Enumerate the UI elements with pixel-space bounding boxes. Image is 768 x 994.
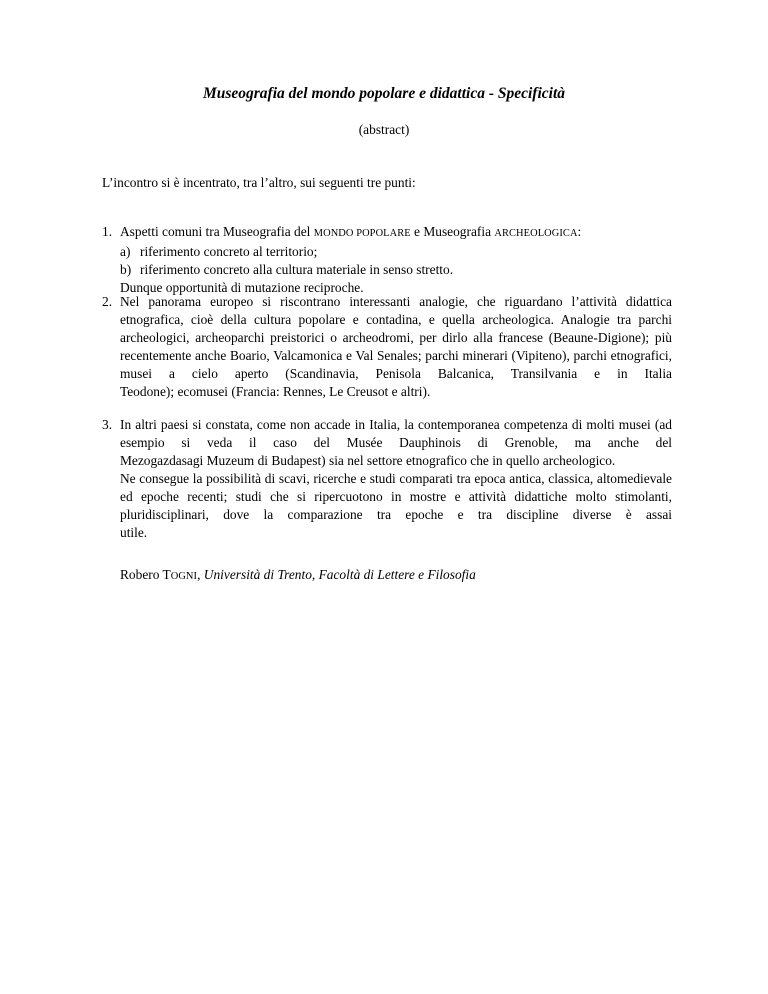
list-item-paragraph-end: utile. <box>120 525 148 540</box>
sub-item-label: b) <box>120 262 132 277</box>
list-item-paragraph <box>120 470 672 524</box>
list-item-body <box>120 416 672 542</box>
list-item-paragraph-end: Mezogazdasagi Muzeum di Budapest) sia nel settore etnografico che in quello archeologico. <box>120 453 616 468</box>
paragraph-text: Ne consegue la possibilità di scavi, ricerche e studi comparati tra epoca antica, classica, altomedievale ed epoche recenti; studi che si ripercuotono in mostre e attività didattiche molto stimolanti, pluridisciplinari, dove la comparazione tra epoche e tra discipline diverse è assai <box>120 471 672 522</box>
author-name: Robero T <box>120 567 171 582</box>
list-item-1 <box>102 223 672 297</box>
paragraph-text: Nel panorama europeo si riscontrano interessanti analogie, che riguardano l’attività didattica etnografica, cioè della cultura popolare e contadina, e quella archeologica. Analogie tra parchi archeologici, archeoparchi preistorici o archeodromi, per dirlo alla francese (Beaune-Digione); più recentemente anche Boario, Valcamonica e Val Senales; parchi minerari (Vipiteno), parchi etnografici, musei a cielo aperto (Scandinavia, Penisola Balcanica, Transilvania e in Italia <box>120 294 672 381</box>
list-item-number: 1. <box>102 224 113 239</box>
heading-text-part: e Museografia <box>410 224 495 239</box>
list-item-number: 3. <box>102 417 113 432</box>
list-item-conclusion: Dunque opportunità di mutazione reciproche. <box>120 280 364 295</box>
sub-item-label: a) <box>120 244 131 259</box>
list-item-body <box>120 293 672 401</box>
list-item-paragraph <box>120 416 672 452</box>
sub-item <box>120 243 672 261</box>
signature-separator: , <box>197 567 204 582</box>
sub-list <box>120 243 672 279</box>
author-signature <box>120 566 680 586</box>
heading-text-part: Aspetti comuni tra Museografia del <box>120 224 314 239</box>
author-surname-smallcaps: OGNI <box>170 571 198 582</box>
document-title: Museografia del mondo popolare e didattica - Specificità <box>202 85 566 102</box>
sub-item-text: riferimento concreto alla cultura materiale in senso stretto. <box>140 262 454 277</box>
heading-smallcaps-term: ARCHEOLOGICA <box>494 228 578 239</box>
sub-item-text: riferimento concreto al territorio; <box>140 244 318 259</box>
heading-text-part: : <box>577 224 582 239</box>
intro-paragraph: L’incontro si è incentrato, tra l’altro, sui seguenti tre punti: <box>102 175 416 190</box>
list-item-body <box>120 223 672 297</box>
paragraph-text: In altri paesi si constata, come non accade in Italia, la contemporanea competenza di molti musei (ad esempio si veda il caso del Musée Dauphinois di Grenoble, ma anche del <box>120 417 672 450</box>
list-item-heading <box>120 223 672 243</box>
document-subtitle: (abstract) <box>358 122 410 137</box>
list-item-paragraph-end: Teodone); ecomusei (Francia: Rennes, Le Creusot e altri). <box>120 384 431 399</box>
list-item-number: 2. <box>102 294 113 309</box>
heading-smallcaps-term: MONDO POPOLARE <box>313 228 411 239</box>
author-affiliation: Università di Trento, Facoltà di Lettere e Filosofia <box>203 567 476 582</box>
sub-item <box>120 261 672 279</box>
list-item-3 <box>102 416 672 542</box>
list-item-2 <box>102 293 672 401</box>
list-item-paragraph <box>120 293 672 383</box>
